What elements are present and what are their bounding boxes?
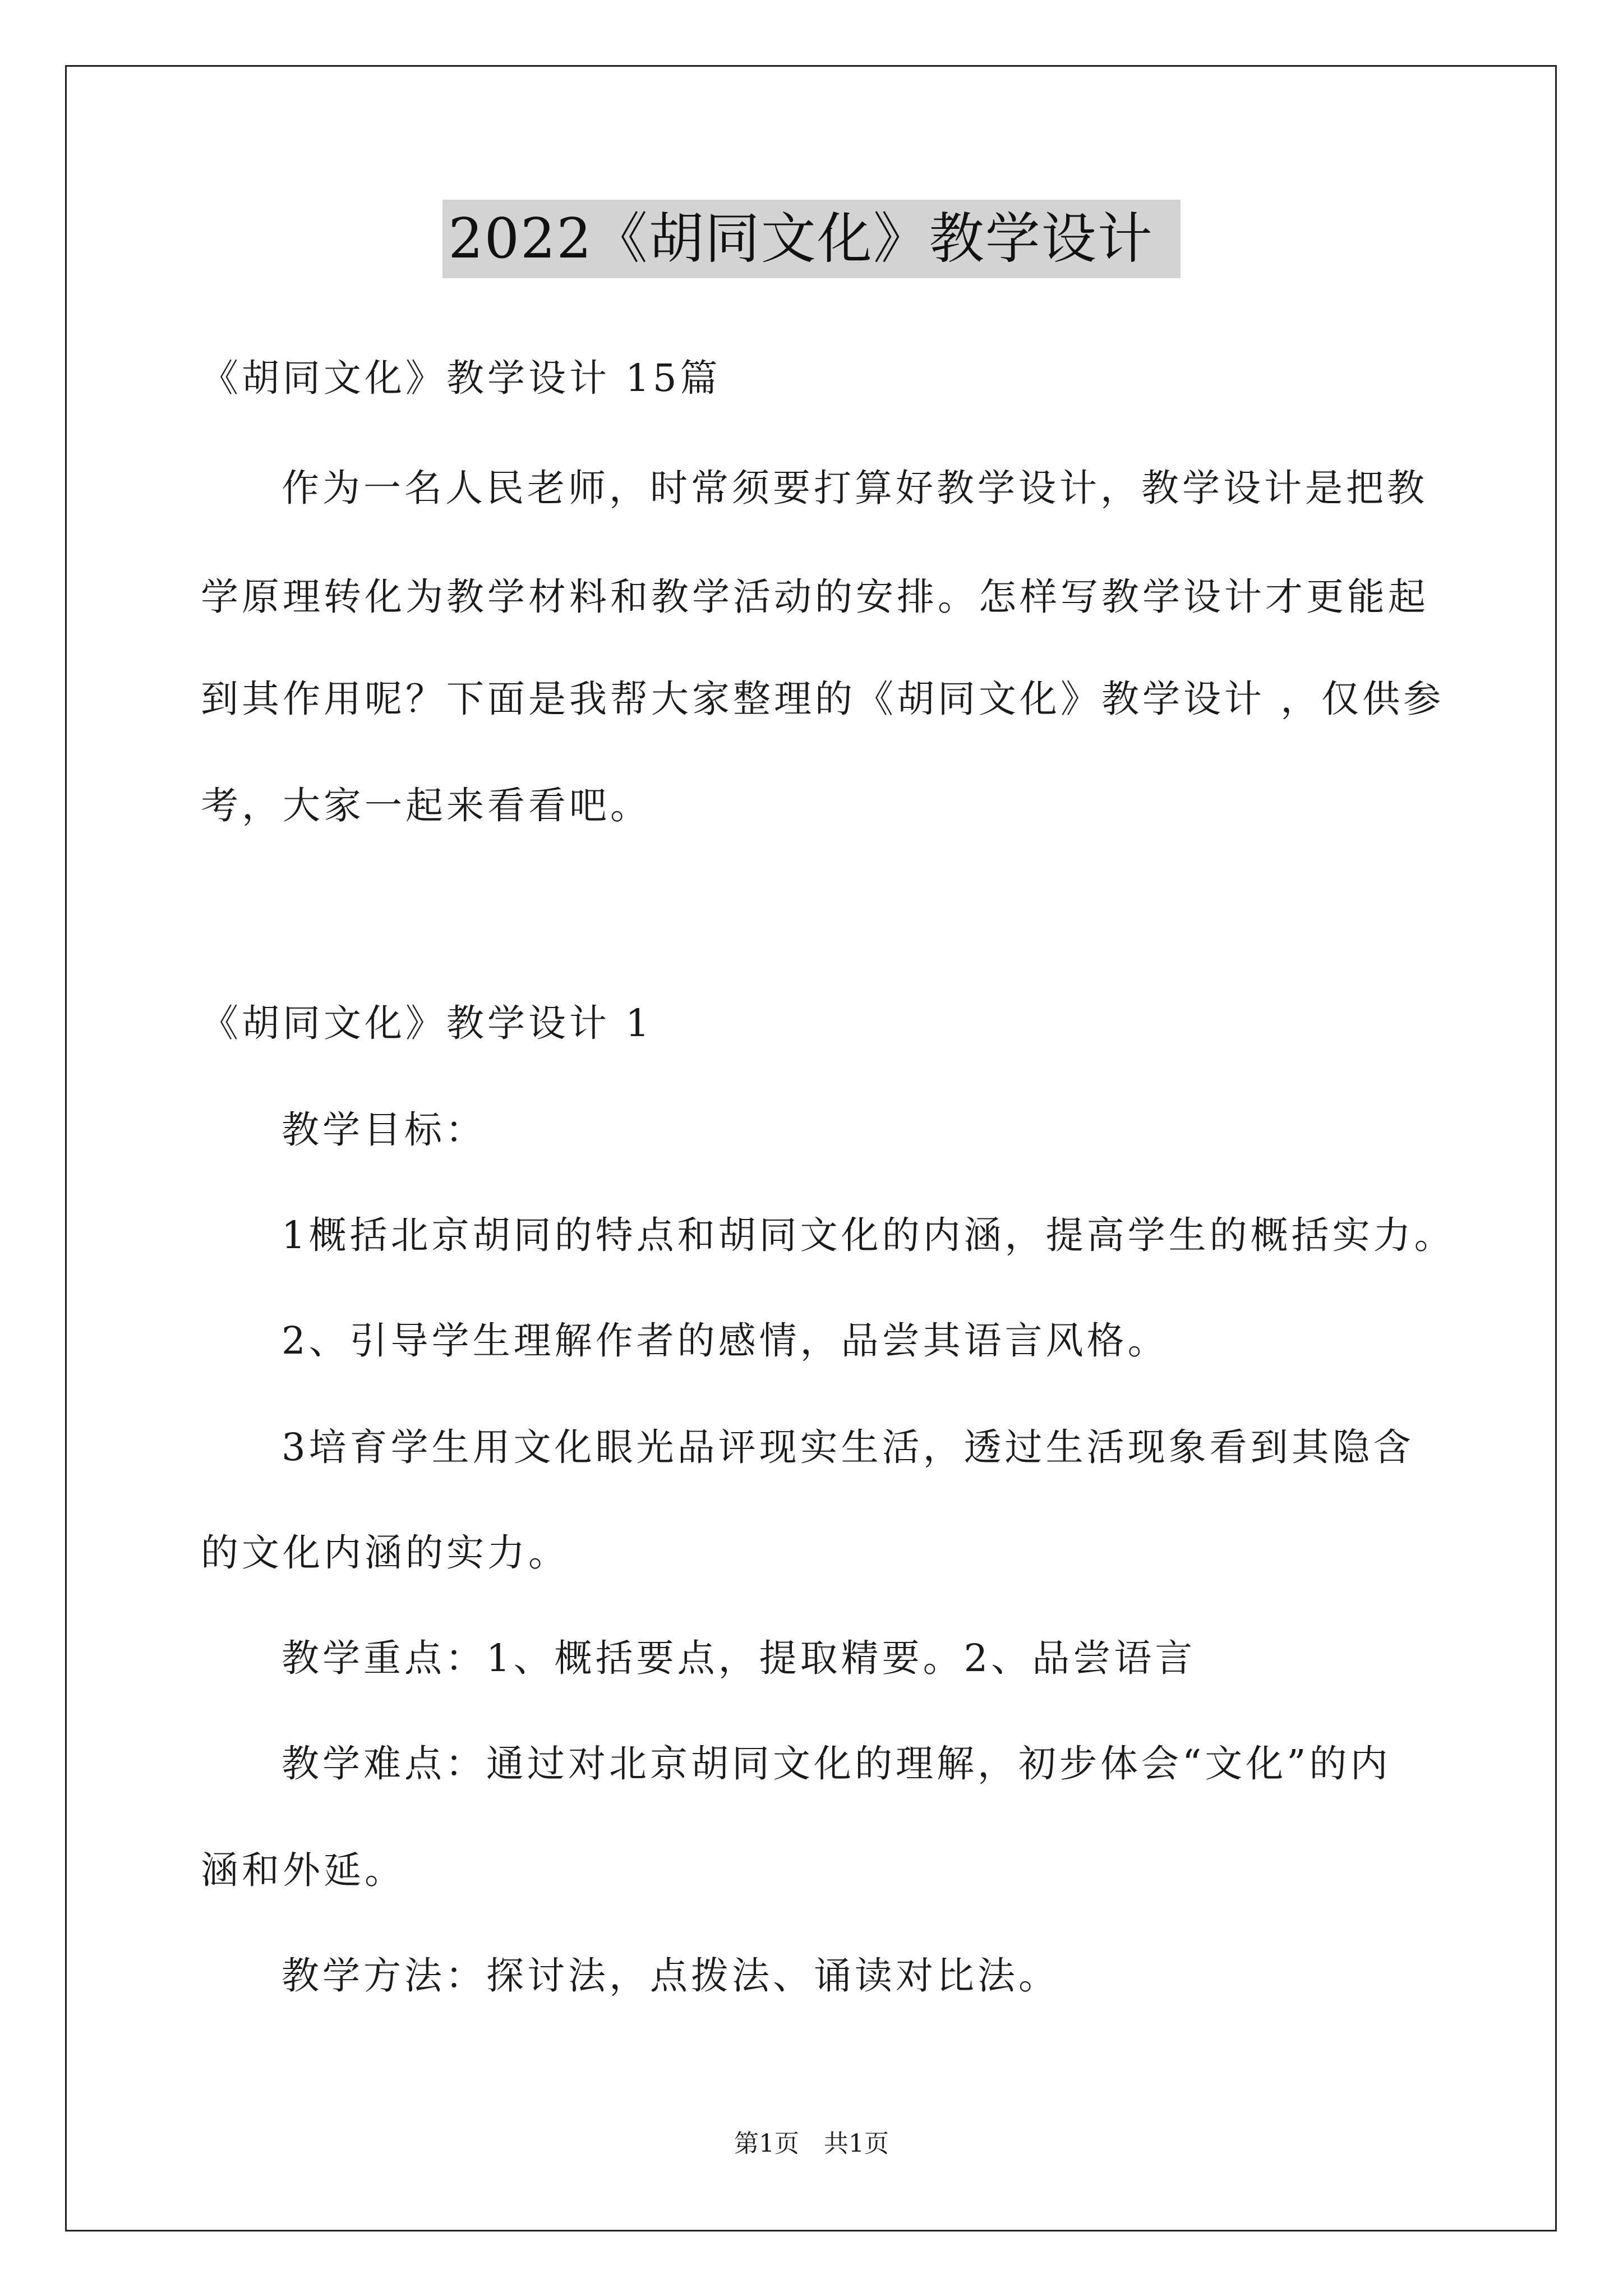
page-footer: 第1页 共1页 xyxy=(734,2129,889,2158)
objective-item-3-line-1: 3培育学生用文化眼光品评现实生活，透过生活现象看到其隐含 xyxy=(282,1425,1414,1469)
key-points-line: 教学重点：1、概括要点，提取精要。2、品尝语言 xyxy=(282,1636,1196,1680)
document-title: 2022《胡同文化》教学设计 xyxy=(442,200,1180,278)
intro-paragraph-line-1: 作为一名人民老师，时常须要打算好教学设计，教学设计是把教 xyxy=(282,466,1428,510)
objective-item-3-line-2: 的文化内涵的实力。 xyxy=(201,1531,569,1575)
section-heading: 《胡同文化》教学设计 1 xyxy=(201,1001,653,1045)
objective-item-1: 1概括北京胡同的特点和胡同文化的内涵，提高学生的概括实力。 xyxy=(282,1213,1455,1257)
difficulties-line-2: 涵和外延。 xyxy=(201,1848,405,1892)
objective-item-2: 2、引导学生理解作者的感情，品尝其语言风格。 xyxy=(282,1319,1169,1363)
intro-paragraph-line-3: 到其作用呢？下面是我帮大家整理的《胡同文化》教学设计 ，仅供参 xyxy=(201,677,1445,721)
intro-paragraph-line-2: 学原理转化为教学材料和教学活动的安排。怎样写教学设计才更能起 xyxy=(201,575,1429,619)
objectives-label: 教学目标： xyxy=(282,1108,486,1152)
intro-paragraph-line-4: 考，大家一起来看看吧。 xyxy=(201,784,651,827)
subtitle-line: 《胡同文化》教学设计 15篇 xyxy=(201,356,721,400)
difficulties-line-1: 教学难点：通过对北京胡同文化的理解，初步体会“文化”的内 xyxy=(282,1742,1391,1786)
methods-line: 教学方法：探讨法，点拨法、诵读对比法。 xyxy=(282,1954,1059,1998)
title-container xyxy=(0,200,1623,278)
